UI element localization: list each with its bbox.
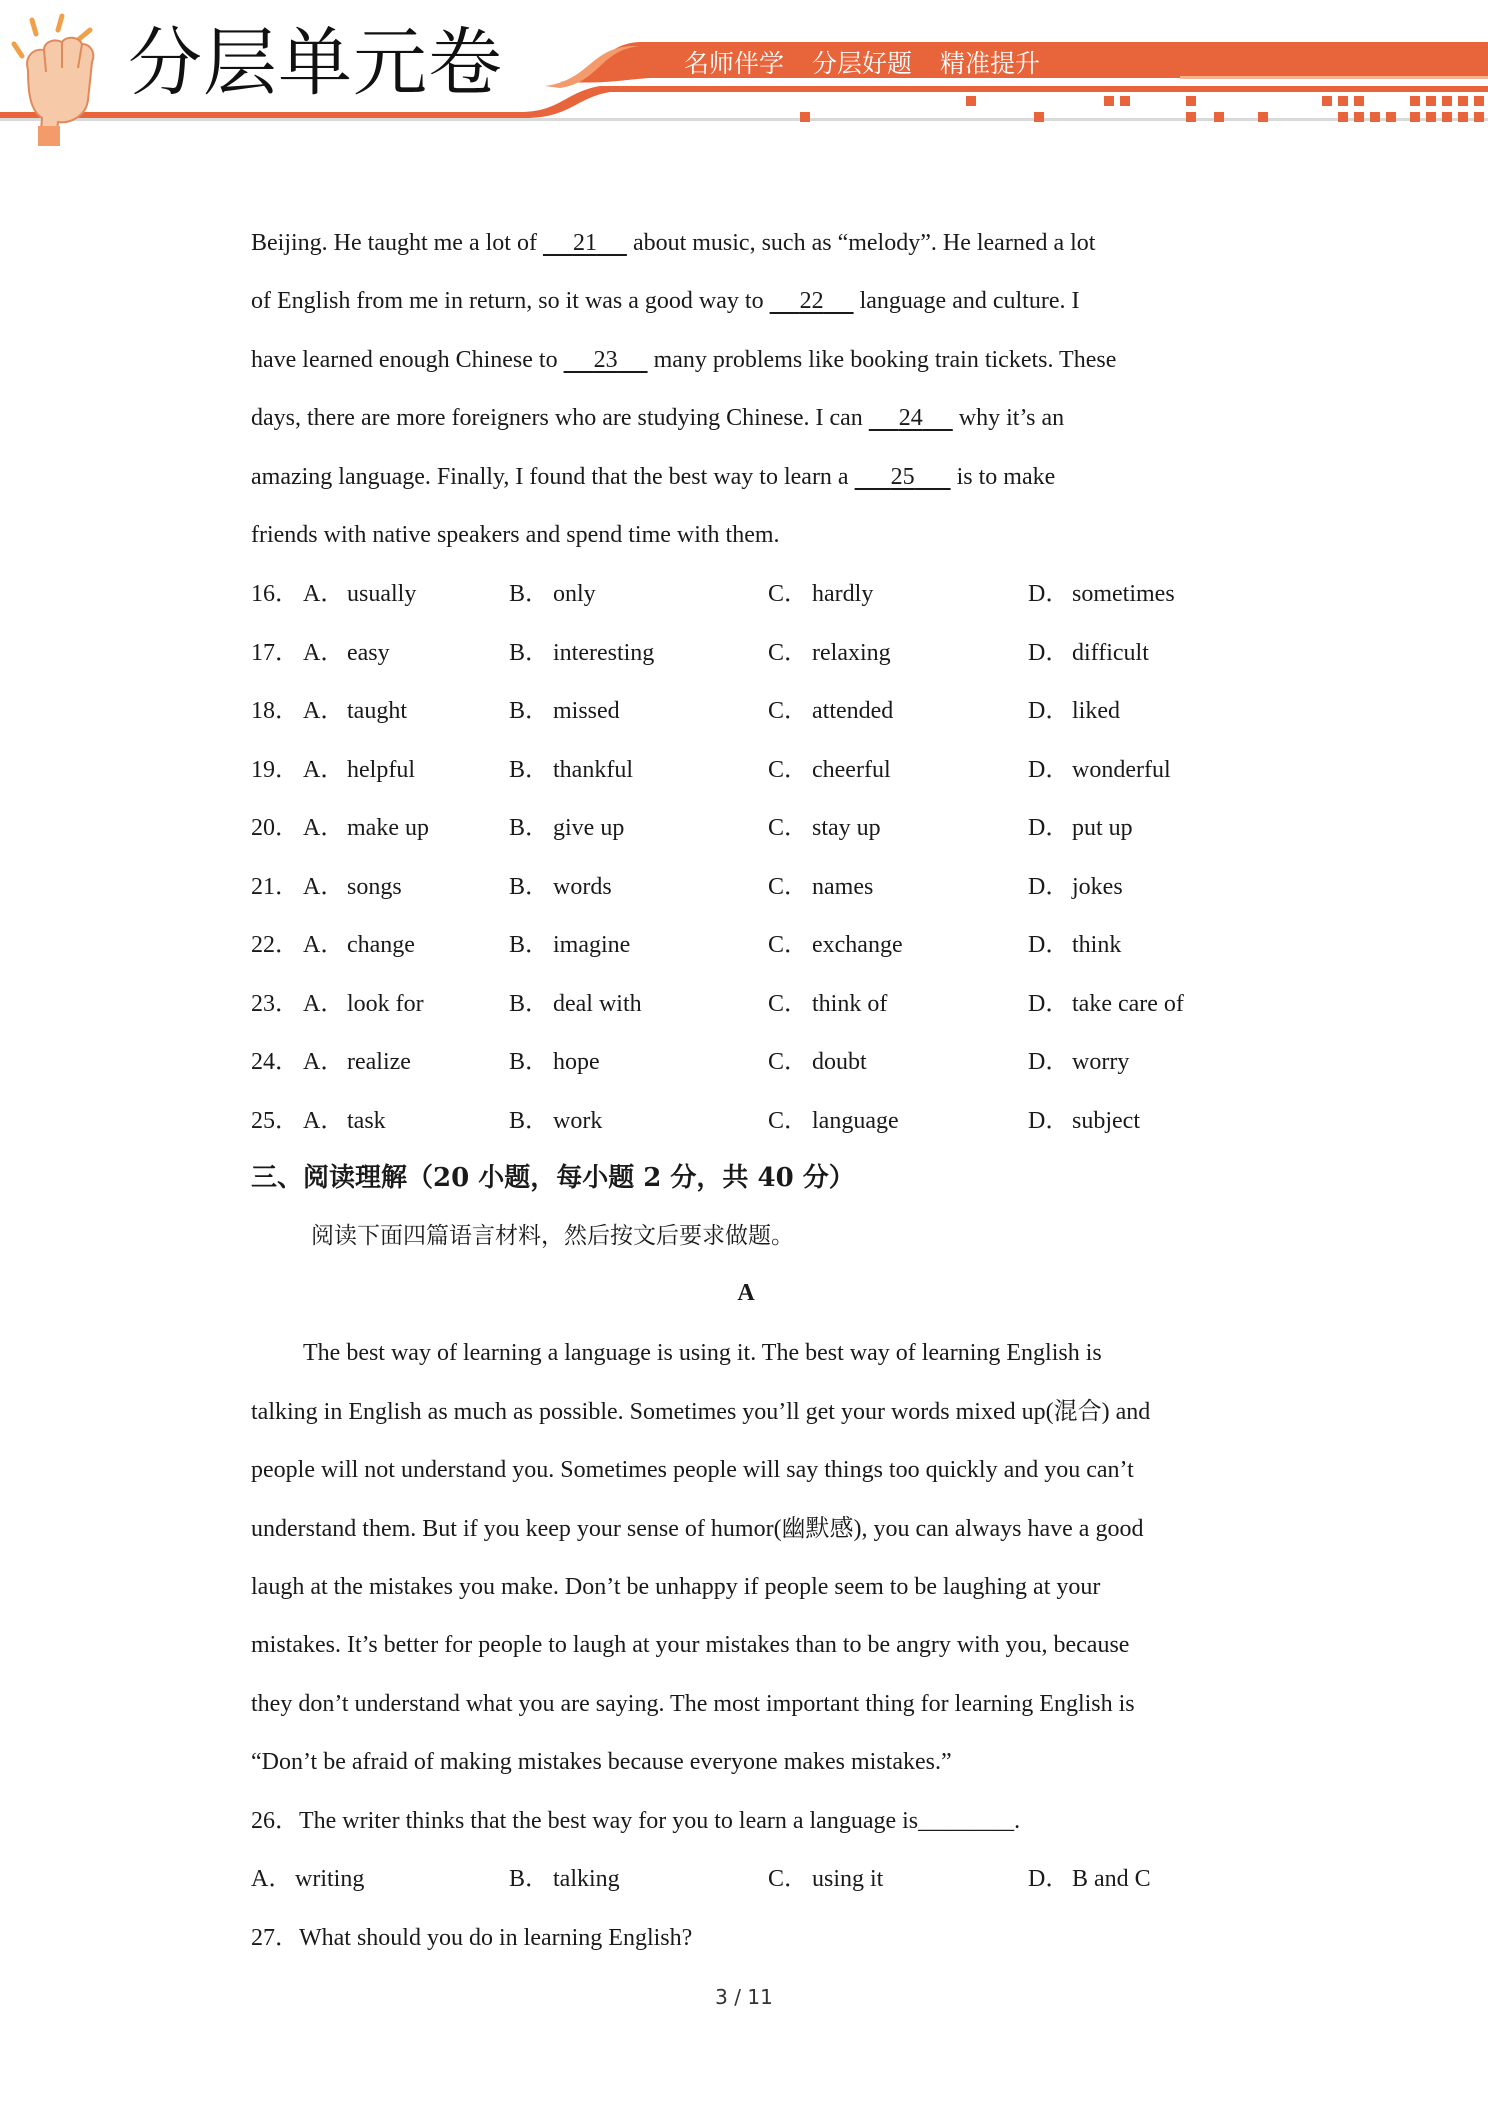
question-row — [251, 813, 1241, 843]
option-a: A． task — [303, 1108, 386, 1134]
question-number: 18． — [251, 698, 299, 724]
option-b: B． interesting — [509, 640, 655, 666]
option-c: C． relaxing — [768, 640, 891, 666]
option-d: D． sometimes — [1028, 581, 1175, 607]
option-b: B． words — [509, 874, 612, 900]
option-text: worry — [1072, 1049, 1130, 1075]
option-b: B． imagine — [509, 932, 631, 958]
question-row — [251, 872, 1241, 902]
option-d: D． take care of — [1028, 991, 1184, 1017]
option-text: usually — [347, 581, 417, 607]
question-number: 25． — [251, 1108, 299, 1134]
option-text: relaxing — [812, 640, 891, 666]
option-text: hardly — [812, 581, 874, 607]
brand-title: 分层单元卷 — [128, 20, 503, 106]
option-b: B． talking — [509, 1866, 620, 1892]
option-text: hope — [553, 1049, 600, 1075]
option-b: B． missed — [509, 698, 620, 724]
option-text: make up — [347, 815, 429, 841]
blank-25: 25 — [890, 464, 915, 490]
option-d: D． difficult — [1028, 640, 1149, 666]
option-text: liked — [1072, 698, 1120, 724]
option-text: missed — [553, 698, 620, 724]
option-d: D． wonderful — [1028, 757, 1171, 783]
option-text: put up — [1072, 815, 1133, 841]
passage-line: people will not understand you. Sometimes people will say things too quickly and you can’t — [251, 1457, 1134, 1483]
question-number: 24． — [251, 1049, 299, 1075]
passage-line: understand them. But if you keep your sense of humor(幽默感), you can always have a good — [251, 1516, 1144, 1542]
question-number: 23． — [251, 991, 299, 1017]
option-text: helpful — [347, 757, 415, 783]
option-d: D． subject — [1028, 1108, 1140, 1134]
question-number: 21． — [251, 874, 299, 900]
passage-line: talking in English as much as possible. Sometimes you’ll get your words mixed up(混合) and — [251, 1399, 1151, 1425]
option-text: attended — [812, 698, 894, 724]
question-26-options — [251, 1864, 1241, 1894]
question-number: 16． — [251, 581, 299, 607]
option-text: words — [553, 874, 612, 900]
page-header — [0, 0, 1488, 150]
option-a: A． writing — [251, 1866, 365, 1892]
page-number: 3 / 11 — [715, 1985, 773, 2009]
option-text: easy — [347, 640, 390, 666]
blank-23: 23 — [593, 347, 618, 373]
question-row — [251, 1047, 1241, 1077]
slogan-2: 分层好题 — [812, 49, 913, 78]
option-a: A． realize — [303, 1049, 411, 1075]
question-number: 22． — [251, 932, 299, 958]
option-d: D． jokes — [1028, 874, 1123, 900]
option-c: C． attended — [768, 698, 894, 724]
option-c: C． hardly — [768, 581, 874, 607]
option-c: C． exchange — [768, 932, 903, 958]
option-a: A． usually — [303, 581, 417, 607]
blank-22: 22 — [799, 288, 824, 314]
question-row — [251, 579, 1241, 609]
option-text: realize — [347, 1049, 411, 1075]
option-a: A． easy — [303, 640, 390, 666]
option-b: B． only — [509, 581, 596, 607]
blank-24: 24 — [898, 405, 923, 431]
slogan-1: 名师伴学 — [684, 49, 785, 78]
option-c: C． doubt — [768, 1049, 867, 1075]
option-text: stay up — [812, 815, 881, 841]
option-text: wonderful — [1072, 757, 1171, 783]
option-a: A． songs — [303, 874, 402, 900]
option-c: C． language — [768, 1108, 899, 1134]
option-c: C． stay up — [768, 815, 881, 841]
option-text: thankful — [553, 757, 633, 783]
option-text: interesting — [553, 640, 655, 666]
question-number: 19． — [251, 757, 299, 783]
passage-line: The best way of learning a language is using it. The best way of learning English is — [303, 1340, 1102, 1366]
option-b: B． give up — [509, 815, 625, 841]
cloze-line: have learned enough Chinese to 23 many problems like booking train tickets. These — [251, 347, 1117, 373]
option-text: task — [347, 1108, 386, 1134]
option-text: doubt — [812, 1049, 867, 1075]
passage-line: they don’t understand what you are saying. The most important thing for learning English is — [251, 1691, 1135, 1717]
option-text: deal with — [553, 991, 642, 1017]
header-slogan — [684, 44, 1068, 80]
option-text: songs — [347, 874, 402, 900]
option-c: C． using it — [768, 1866, 884, 1892]
option-c: C． names — [768, 874, 874, 900]
passage-line: laugh at the mistakes you make. Don’t be unhappy if people seem to be laughing at your — [251, 1574, 1101, 1600]
option-b: B． hope — [509, 1049, 600, 1075]
option-text: take care of — [1072, 991, 1184, 1017]
passage-title: A — [737, 1280, 755, 1306]
option-text: change — [347, 932, 415, 958]
question-26-stem: 26．The writer thinks that the best way for you to learn a language is________. — [251, 1808, 1021, 1834]
cloze-line: of English from me in return, so it was a good way to 22 language and culture. I — [251, 288, 1080, 314]
option-text: cheerful — [812, 757, 891, 783]
option-text: look for — [347, 991, 424, 1017]
option-b: B． work — [509, 1108, 603, 1134]
option-text: work — [553, 1108, 603, 1134]
option-text: language — [812, 1108, 899, 1134]
option-text: difficult — [1072, 640, 1149, 666]
question-row — [251, 638, 1241, 668]
passage-line: mistakes. It’s better for people to laugh at your mistakes than to be angry with you, because — [251, 1632, 1130, 1658]
option-b: B． thankful — [509, 757, 633, 783]
fist-icon — [14, 16, 93, 146]
question-number: 17． — [251, 640, 299, 666]
option-a: A． taught — [303, 698, 407, 724]
option-d: D． worry — [1028, 1049, 1130, 1075]
option-text: exchange — [812, 932, 903, 958]
question-row — [251, 930, 1241, 960]
option-text: subject — [1072, 1108, 1140, 1134]
option-a: A． change — [303, 932, 415, 958]
question-27-stem: 27．What should you do in learning English? — [251, 1925, 693, 1951]
option-text: taught — [347, 698, 407, 724]
option-d: D． put up — [1028, 815, 1133, 841]
option-text: only — [553, 581, 596, 607]
option-a: A． look for — [303, 991, 424, 1017]
cloze-line: amazing language. Finally, I found that the best way to learn a 25 is to make — [251, 464, 1056, 490]
cloze-line: days, there are more foreigners who are studying Chinese. I can 24 why it’s an — [251, 405, 1065, 431]
option-text: think — [1072, 932, 1122, 958]
option-c: C． cheerful — [768, 757, 891, 783]
question-row — [251, 755, 1241, 785]
option-text: names — [812, 874, 874, 900]
blank-21: 21 — [572, 230, 597, 256]
question-row — [251, 696, 1241, 726]
cloze-line: friends with native speakers and spend time with them. — [251, 522, 780, 548]
cloze-line: Beijing. He taught me a lot of 21 about music, such as “melody”. He learned a lot — [251, 230, 1096, 256]
question-row — [251, 989, 1241, 1019]
section-instruction: 阅读下面四篇语言材料，然后按文后要求做题。 — [311, 1223, 794, 1249]
option-d: D． liked — [1028, 698, 1120, 724]
section-heading: 三、阅读理解（20 小题，每小题 2 分，共 40 分） — [251, 1163, 855, 1193]
question-number: 20． — [251, 815, 299, 841]
option-d: D． B and C — [1028, 1866, 1151, 1892]
option-a: A． helpful — [303, 757, 415, 783]
option-text: imagine — [553, 932, 631, 958]
question-row — [251, 1106, 1241, 1136]
option-text: think of — [812, 991, 888, 1017]
option-c: C． think of — [768, 991, 888, 1017]
option-text: give up — [553, 815, 625, 841]
option-text: sometimes — [1072, 581, 1175, 607]
option-a: A． make up — [303, 815, 429, 841]
option-b: B． deal with — [509, 991, 642, 1017]
option-d: D． think — [1028, 932, 1122, 958]
option-text: jokes — [1072, 874, 1123, 900]
slogan-3: 精准提升 — [940, 49, 1041, 78]
passage-line: “Don’t be afraid of making mistakes because everyone makes mistakes.” — [251, 1749, 952, 1775]
